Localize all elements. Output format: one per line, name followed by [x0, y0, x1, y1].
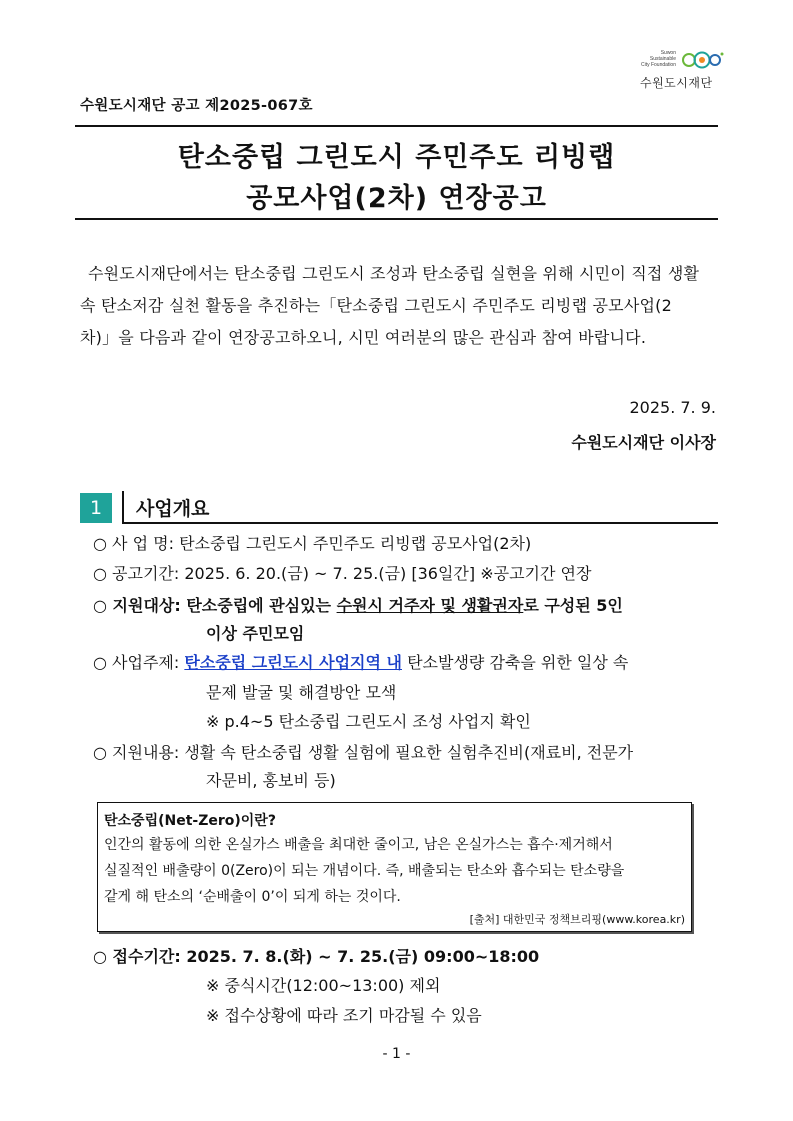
theme-suffix: 탄소발생량 감축을 위한 일상 속	[402, 653, 629, 672]
netzero-box-line: 실질적인 배출량이 0(Zero)이 되는 개념이다. 즉, 배출되는 탄소와 흡수되는 탄소량을	[104, 863, 625, 879]
theme-prefix: ○ 사업주제:	[93, 653, 185, 672]
reception-note-early-close: ※ 접수상황에 따라 조기 마감될 수 있음	[206, 1006, 482, 1025]
item-project-name: ○ 사 업 명: 탄소중립 그린도시 주민주도 리빙랩 공모사업(2차)	[93, 534, 532, 553]
eligibility-highlight: 수원시 거주자 및 생활권자	[336, 596, 524, 615]
section-title: 사업개요	[136, 498, 210, 520]
logo-korean-text: 수원도시재단	[640, 76, 713, 90]
netzero-box-source: [출처] 대한민국 정책브리핑(www.korea.kr)	[469, 913, 685, 926]
page-number: - 1 -	[382, 1046, 411, 1062]
item-theme	[93, 650, 628, 676]
netzero-box-line: 같게 해 탄소의 ‘순배출이 0’이 되게 하는 것이다.	[104, 889, 401, 905]
logo-en-line: Sustainable	[649, 56, 676, 62]
page-title-line1: 탄소중립 그린도시 주민주도 리빙랩	[177, 142, 616, 173]
netzero-box-line: 인간의 활동에 의한 온실가스 배출을 최대한 줄이고, 남은 온실가스는 흡수·제거해서	[104, 837, 613, 853]
theme-link[interactable]: 탄소중립 그린도시 사업지역 내	[184, 653, 402, 672]
page-title-line2: 공모사업(2차) 연장공고	[246, 183, 547, 214]
intro-line: 차)」을 다음과 같이 연장공고하오니, 시민 여러분의 많은 관심과 참여 바랍니다.	[80, 328, 647, 347]
notice-number: 수원도시재단 공고 제2025-067호	[80, 98, 313, 114]
section-divider	[122, 491, 124, 523]
foundation-logo	[618, 40, 728, 90]
item-support-cont: 자문비, 홍보비 등)	[206, 771, 336, 790]
signer: 수원도시재단 이사장	[571, 433, 716, 452]
logo-en-line: Suwon	[660, 50, 676, 56]
item-notice-period: ○ 공고기간: 2025. 6. 20.(금) ~ 7. 25.(금) [36일간] ※공고기간 연장	[93, 564, 592, 583]
eligibility-suffix: 로 구성된 5인	[523, 596, 623, 615]
item-theme-note: ※ p.4~5 탄소중립 그린도시 조성 사업지 확인	[206, 712, 531, 731]
logo-en-line: City Foundation	[640, 62, 676, 68]
eligibility-prefix: ○ 지원대상: 탄소중립에 관심있는	[93, 596, 337, 615]
section-underline	[122, 522, 718, 524]
intro-line: 속 탄소저감 실천 활동을 추진하는「탄소중립 그린도시 주민주도 리빙랩 공모사업(2	[80, 296, 672, 315]
title-top-rule	[75, 125, 718, 127]
logo-english-text	[640, 50, 676, 68]
item-reception-period: ○ 접수기간: 2025. 7. 8.(화) ~ 7. 25.(금) 09:00~18:00	[93, 947, 540, 966]
reception-note-lunch: ※ 중식시간(12:00~13:00) 제외	[206, 976, 441, 995]
netzero-info-box	[97, 802, 692, 932]
item-theme-cont: 문제 발굴 및 해결방안 모색	[206, 683, 397, 702]
section-number-badge: 1	[80, 493, 112, 523]
logo-circles-icon	[680, 48, 724, 72]
item-eligibility-cont: 이상 주민모임	[206, 624, 305, 643]
intro-paragraph	[80, 258, 720, 354]
item-eligibility	[93, 593, 623, 619]
notice-date: 2025. 7. 9.	[629, 398, 716, 417]
netzero-box-title: 탄소중립(Net-Zero)이란?	[104, 813, 276, 829]
intro-line: 수원도시재단에서는 탄소중립 그린도시 조성과 탄소중립 실현을 위해 시민이 직접 생활	[88, 264, 700, 283]
title-bottom-rule	[75, 218, 718, 220]
item-support: ○ 지원내용: 생활 속 탄소중립 생활 실험에 필요한 실험추진비(재료비, 전문가	[93, 743, 634, 762]
